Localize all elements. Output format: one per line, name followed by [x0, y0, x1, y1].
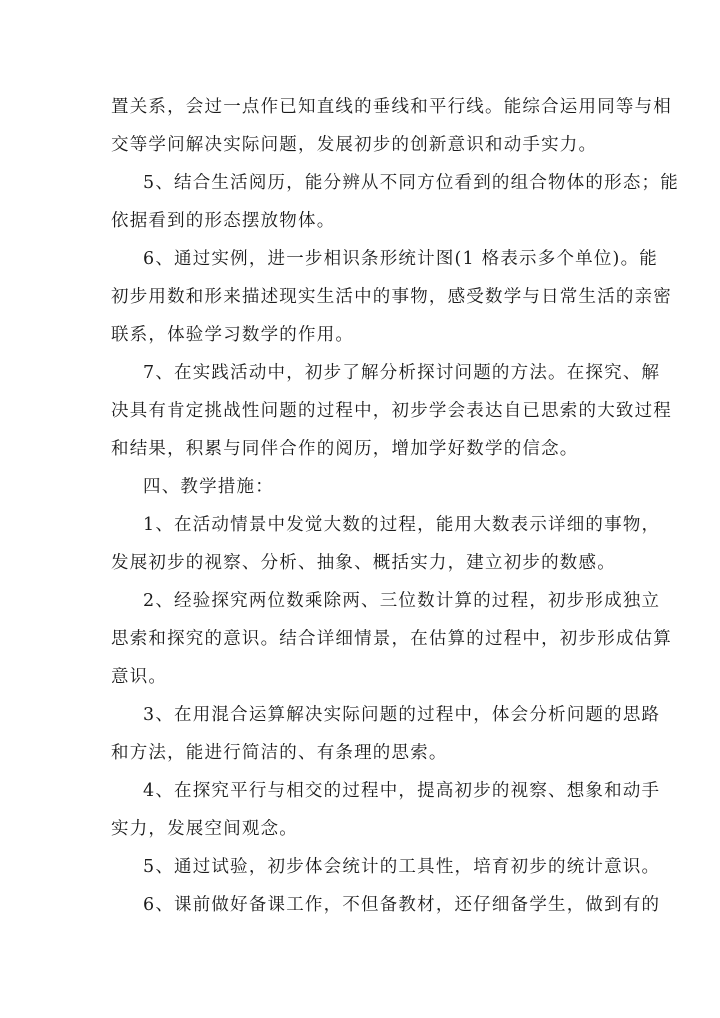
text-line: 思索和探究的意识。结合详细情景，在估算的过程中，初步形成估算 — [111, 629, 672, 649]
text-line: 3、在用混合运算解决实际问题的过程中，体会分析问题的思路 — [143, 705, 661, 725]
text-line: 5、结合生活阅历，能分辨从不同方位看到的组合物体的形态；能 — [143, 173, 679, 193]
text-line: 意识。 — [111, 667, 168, 687]
text-line: 决具有肯定挑战性问题的过程中，初步学会表达自已思索的大致过程 — [111, 401, 672, 421]
text-line: 交等学问解决实际问题，发展初步的创新意识和动手实力。 — [111, 135, 598, 155]
text-line: 6、通过实例，进一步相识条形统计图(1 格表示多个单位)。能 — [143, 249, 658, 269]
text-line: 1、在活动情景中发觉大数的过程，能用大数表示详细的事物， — [143, 515, 661, 535]
text-line: 5、通过试验，初步体会统计的工具性，培育初步的统计意识。 — [143, 857, 661, 877]
text-line: 和结果，积累与同伴合作的阅历，增加学好数学的信念。 — [111, 439, 579, 459]
text-line: 6、课前做好备课工作，不但备教材，还仔细备学生，做到有的 — [143, 895, 661, 915]
text-line: 依据看到的形态摆放物体。 — [111, 211, 336, 231]
text-line: 和方法，能进行简洁的、有条理的思索。 — [111, 743, 448, 763]
text-line: 2、经验探究两位数乘除两、三位数计算的过程，初步形成独立 — [143, 591, 661, 611]
text-line: 发展初步的视察、分析、抽象、概括实力，建立初步的数感。 — [111, 553, 616, 573]
section-heading: 四、教学措施： — [143, 477, 274, 497]
text-line: 4、在探究平行与相交的过程中，提高初步的视察、想象和动手 — [143, 781, 661, 801]
text-line: 联系，体验学习数学的作用。 — [111, 325, 355, 345]
text-line: 置关系，会过一点作已知直线的垂线和平行线。能综合运用同等与相 — [111, 97, 672, 117]
text-line: 实力，发展空间观念。 — [111, 819, 298, 839]
text-line: 7、在实践活动中，初步了解分析探讨问题的方法。在探究、解 — [143, 363, 661, 383]
text-line: 初步用数和形来描述现实生活中的事物，感受数学与日常生活的亲密 — [111, 287, 672, 307]
